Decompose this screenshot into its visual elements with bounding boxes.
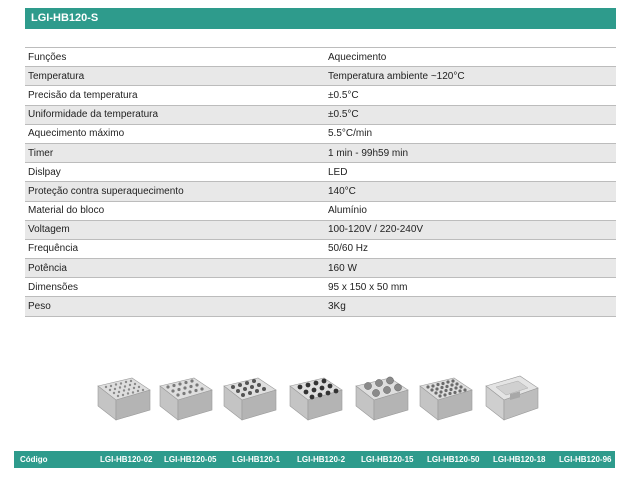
- code-item: LGI-HB120-2: [297, 455, 346, 464]
- block-02-image: [92, 372, 154, 424]
- spec-label: Aquecimento máximo: [25, 124, 325, 143]
- table-row: [25, 182, 616, 201]
- model-header: [25, 8, 616, 29]
- spec-value: Alumínio: [325, 201, 616, 220]
- code-item: LGI-HB120-1: [232, 455, 281, 464]
- spec-value: LED: [325, 163, 616, 182]
- table-row: [25, 48, 616, 67]
- spec-value: 50/60 Hz: [325, 239, 616, 258]
- spec-label: Precisão da temperatura: [25, 86, 325, 105]
- spec-table: [25, 47, 616, 317]
- code-footer: [14, 451, 615, 468]
- block-1-image: [218, 372, 280, 424]
- spec-value: 100-120V / 220-240V: [325, 220, 616, 239]
- table-row: [25, 278, 616, 297]
- code-item: LGI-HB120-02: [100, 455, 153, 464]
- table-row: [25, 124, 616, 143]
- spec-value: 95 x 150 x 50 mm: [325, 278, 616, 297]
- block-images: [80, 372, 620, 434]
- spec-label: Material do bloco: [25, 201, 325, 220]
- table-row: [25, 163, 616, 182]
- spec-label: Temperatura: [25, 67, 325, 86]
- table-row: [25, 67, 616, 86]
- model-title: LGI-HB120-S: [31, 12, 99, 24]
- table-row: [25, 239, 616, 258]
- spec-value: 5.5°C/min: [325, 124, 616, 143]
- block-50-image: [414, 372, 476, 424]
- spec-value: Temperatura ambiente ~120°C: [325, 67, 616, 86]
- spec-label: Timer: [25, 143, 325, 162]
- table-row: [25, 220, 616, 239]
- spec-value: ±0.5°C: [325, 105, 616, 124]
- code-item: LGI-HB120-18: [493, 455, 546, 464]
- code-item: LGI-HB120-96: [559, 455, 612, 464]
- spec-label: Funções: [25, 48, 325, 67]
- spec-label: Dimensões: [25, 278, 325, 297]
- spec-value: ±0.5°C: [325, 86, 616, 105]
- spec-label: Potência: [25, 259, 325, 278]
- spec-value: 160 W: [325, 259, 616, 278]
- spec-value: 3Kg: [325, 297, 616, 316]
- code-item: LGI-HB120-50: [427, 455, 480, 464]
- block-05-image: [154, 372, 216, 424]
- table-row: [25, 86, 616, 105]
- spec-label: Voltagem: [25, 220, 325, 239]
- block-2-image: [284, 372, 346, 424]
- spec-label: Frequência: [25, 239, 325, 258]
- table-row: [25, 105, 616, 124]
- spec-label: Dislpay: [25, 163, 325, 182]
- code-item: LGI-HB120-15: [361, 455, 414, 464]
- spec-value: Aquecimento: [325, 48, 616, 67]
- block-15-image: [350, 372, 412, 424]
- spec-label: Proteção contra superaquecimento: [25, 182, 325, 201]
- table-row: [25, 201, 616, 220]
- table-row: [25, 259, 616, 278]
- block-18-image: [480, 372, 542, 424]
- code-label: Código: [20, 455, 48, 464]
- spec-label: Peso: [25, 297, 325, 316]
- spec-label: Uniformidade da temperatura: [25, 105, 325, 124]
- table-row: [25, 143, 616, 162]
- spec-value: 140°C: [325, 182, 616, 201]
- code-item: LGI-HB120-05: [164, 455, 217, 464]
- spec-value: 1 min - 99h59 min: [325, 143, 616, 162]
- table-row: [25, 297, 616, 316]
